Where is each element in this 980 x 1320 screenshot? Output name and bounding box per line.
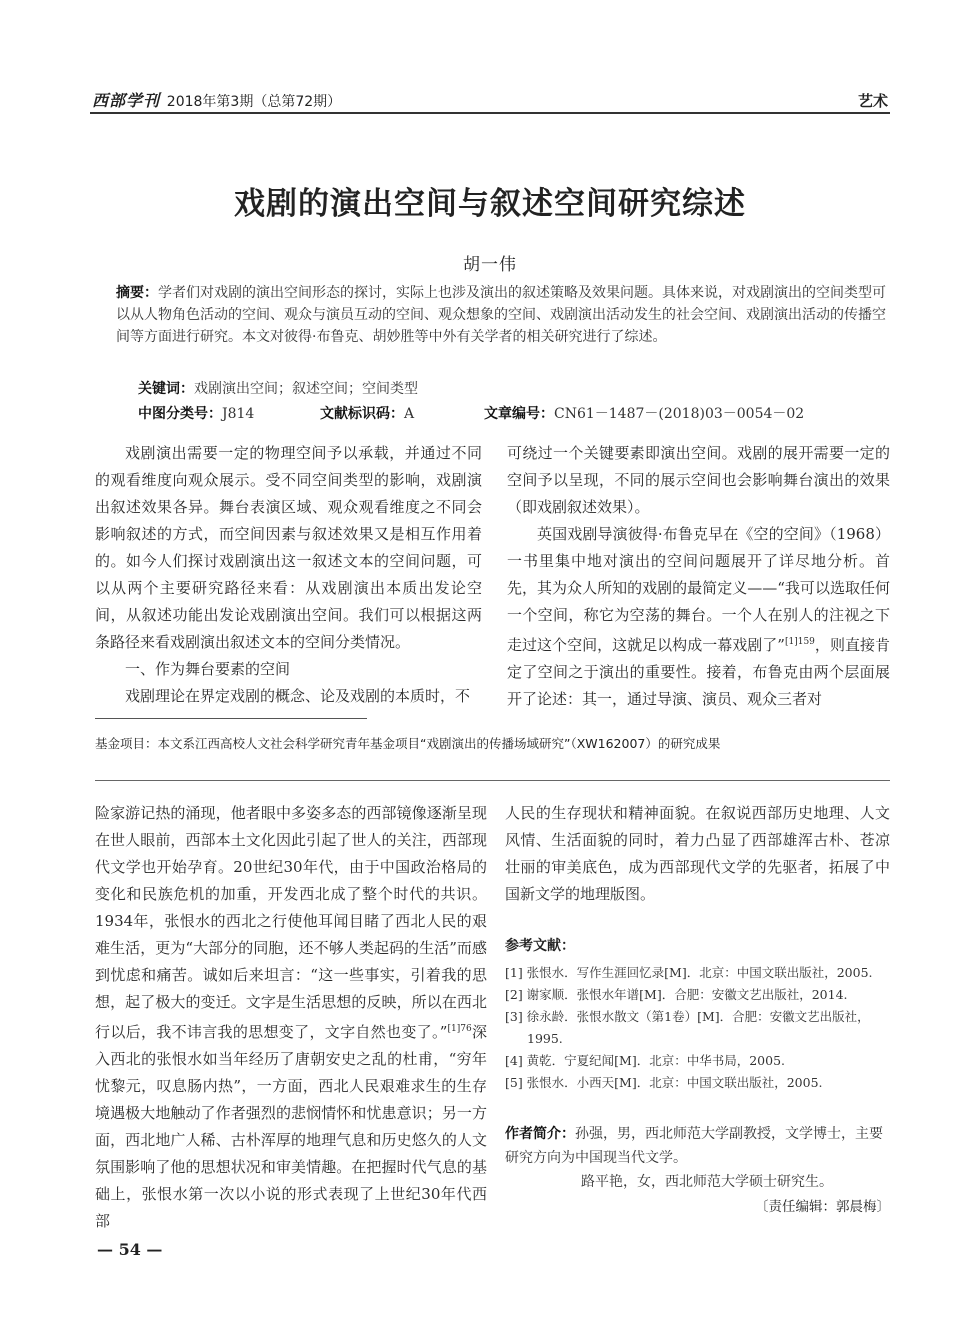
journal-logo: 西部学刊 [92, 91, 161, 110]
keywords-text: 戏剧演出空间；叙述空间；空间类型 [194, 381, 418, 397]
journal-header [92, 88, 341, 111]
article-separator [95, 780, 890, 781]
section-label: 艺术 [857, 92, 888, 110]
reference-item: [4] 黄乾．宁夏纪闻[M]．北京：中华书局，2005. [505, 1053, 786, 1068]
reference-item: [2] 谢家顺．张恨水年谱[M]．合肥：安徽文艺出版社，2014. [505, 987, 848, 1002]
references-heading: 参考文献： [505, 938, 575, 954]
articleno-item [484, 403, 804, 423]
fund-note: 基金项目：本文系江西高校人文社会科学研究青年基金项目“戏剧演出的传播场域研究”（XW162007）的研究成果 [95, 736, 721, 751]
keywords-label: 关键词： [138, 381, 194, 397]
bio-text: 孙强，男，西北师范大学副教授，文学博士，主要研究方向为中国现当代文学。 [505, 1126, 883, 1166]
body-paragraph: 戏剧演出需要一定的物理空间予以承载，并通过不同的观看维度向观众展示。受不同空间类型的影响，戏剧演出叙述效果各异。舞台表演区域、观众观看维度之不同会影响叙述的方式，而空间因素与叙述效果又是相互作用着的。如今人们探讨戏剧演出这一叙述文本的空间问题，可以从两个主要研究路径来看：从戏剧演出本质出发论空间，从叙述功能出发论戏剧演出空间。我们可以根据这两条路径来看戏剧演出叙述文本的空间分类情况。 [95, 444, 482, 651]
lower-column-right [505, 800, 890, 908]
articleno-label: 文章编号： [484, 406, 554, 422]
responsible-editor: 〔责任编辑：郭晨梅〕 [755, 1199, 890, 1215]
doccode-label: 文献标识码： [320, 406, 404, 422]
page-number: — 54 — [97, 1240, 163, 1259]
bio-line [505, 1122, 890, 1170]
paragraph-text: 深入西北的张恨水如当年经历了唐朝安史之乱的杜甫，“穷年忧黎元，叹息肠内热”，一方面，西北人民艰难求生的生存境遇极大地触动了作者强烈的悲悯情怀和忧患意识；另一方面，西北地广人稀、古朴浑厚的地理气息和历史悠久的人文氛围影响了他的思想状况和审美情趣。在把握时代气息的基础上，张恨水第一次以小说的形式表现了上世纪30年代西部 [95, 1023, 487, 1230]
body-paragraph: 可绕过一个关键要素即演出空间。戏剧的展开需要一定的空间予以呈现，不同的展示空间也会影响舞台演出的效果（即戏剧叙述效果）。 [507, 444, 890, 516]
footnote-divider [95, 718, 367, 719]
article-title: 戏剧的演出空间与叙述空间研究综述 [234, 186, 746, 222]
keywords [138, 378, 418, 398]
abstract [116, 282, 886, 348]
reference-item: [5] 张恨水．小西天[M]．北京：中国文联出版社，2005. [505, 1075, 823, 1090]
citation: [1]159 [784, 637, 815, 647]
paragraph-text: 英国戏剧导演彼得·布鲁克早在《空的空间》（1968）一书里集中地对演出的空间问题展开了详尽地分析。首先，其为众人所知的戏剧的最简定义——“我可以选取任何一个空间，称它为空荡的舞台。一个人在别人的注视之下走过这个空间，这就足以构成一幕戏剧了” [507, 525, 890, 654]
lower-column-left [95, 800, 487, 1235]
issue-info: 2018年第3期（总第72期） [166, 94, 342, 110]
body-paragraph: 戏剧理论在界定戏剧的概念、论及戏剧的本质时，不 [125, 687, 471, 705]
section-heading: 一、作为舞台要素的空间 [125, 660, 291, 678]
bio-line: 路平艳，女，西北师范大学硕士研究生。 [581, 1174, 833, 1190]
articleno-value: CN61－1487－(2018)03－0054－02 [554, 406, 805, 422]
article-author: 胡一伟 [463, 255, 517, 275]
body-paragraph: 人民的生存现状和精神面貌。在叙说西部历史地理、人文风情、生活面貌的同时，着力凸显了西部雄浑古朴、苍凉壮丽的审美底色，成为西部现代文学的先驱者，拓展了中国新文学的地理版图。 [505, 804, 890, 903]
reference-item: [3] 徐永龄．张恨水散文（第1卷）[M]．合肥：安徽文艺出版社，1995. [505, 1009, 870, 1046]
body-paragraph [507, 521, 890, 713]
clc-item [138, 403, 254, 423]
header-divider [90, 112, 890, 114]
clc-label: 中图分类号： [138, 406, 222, 422]
paragraph-text: ，则直接肯定了空间之于演出的重要性。接着，布鲁克由两个层面展开了论述：其一，通过导演、演员、观众三者对 [507, 636, 890, 708]
doccode-item [320, 403, 414, 423]
citation: [1]76 [447, 1024, 472, 1034]
references-list [505, 962, 890, 1094]
author-bio [505, 1122, 890, 1194]
reference-item: [1] 张恨水．写作生涯回忆录[M]．北京：中国文联出版社，2005. [505, 965, 873, 980]
bio-label: 作者简介： [505, 1126, 575, 1142]
abstract-label: 摘要： [116, 285, 158, 301]
body-column-right [507, 440, 890, 713]
paragraph-text: 险家游记热的涌现，他者眼中多姿多态的西部镜像逐渐呈现在世人眼前，西部本土文化因此引起了世人的关注，西部现代文学也开始孕育。20世纪30年代，由于中国政治格局的变化和民族危机的加重，开发西北成了整个时代的共识。1934年，张恨水的西北之行使他耳闻目睹了西北人民的艰难生活，更为“大部分的同胞，还不够人类起码的生活”而感到忧虑和痛苦。诚如后来坦言：“这一些事实，引着我的思想，起了极大的变迁。文字是生活思想的反映，所以在西北行以后，我不讳言我的思想变了，文字自然也变了。” [95, 804, 487, 1041]
abstract-text: 学者们对戏剧的演出空间形态的探讨，实际上也涉及演出的叙述策略及效果问题。具体来说，对戏剧演出的空间类型可以从人物角色活动的空间、观众与演员互动的空间、观众想象的空间、戏剧演出活动发生的社会空间、戏剧演出活动的传播空间等方面进行研究。本文对彼得·布鲁克、胡妙胜等中外有关学者的相关研究进行了综述。 [116, 285, 886, 345]
clc-value: J814 [222, 406, 255, 422]
doccode-value: A [404, 406, 415, 422]
body-column-left [95, 440, 482, 710]
body-paragraph [95, 800, 487, 1235]
